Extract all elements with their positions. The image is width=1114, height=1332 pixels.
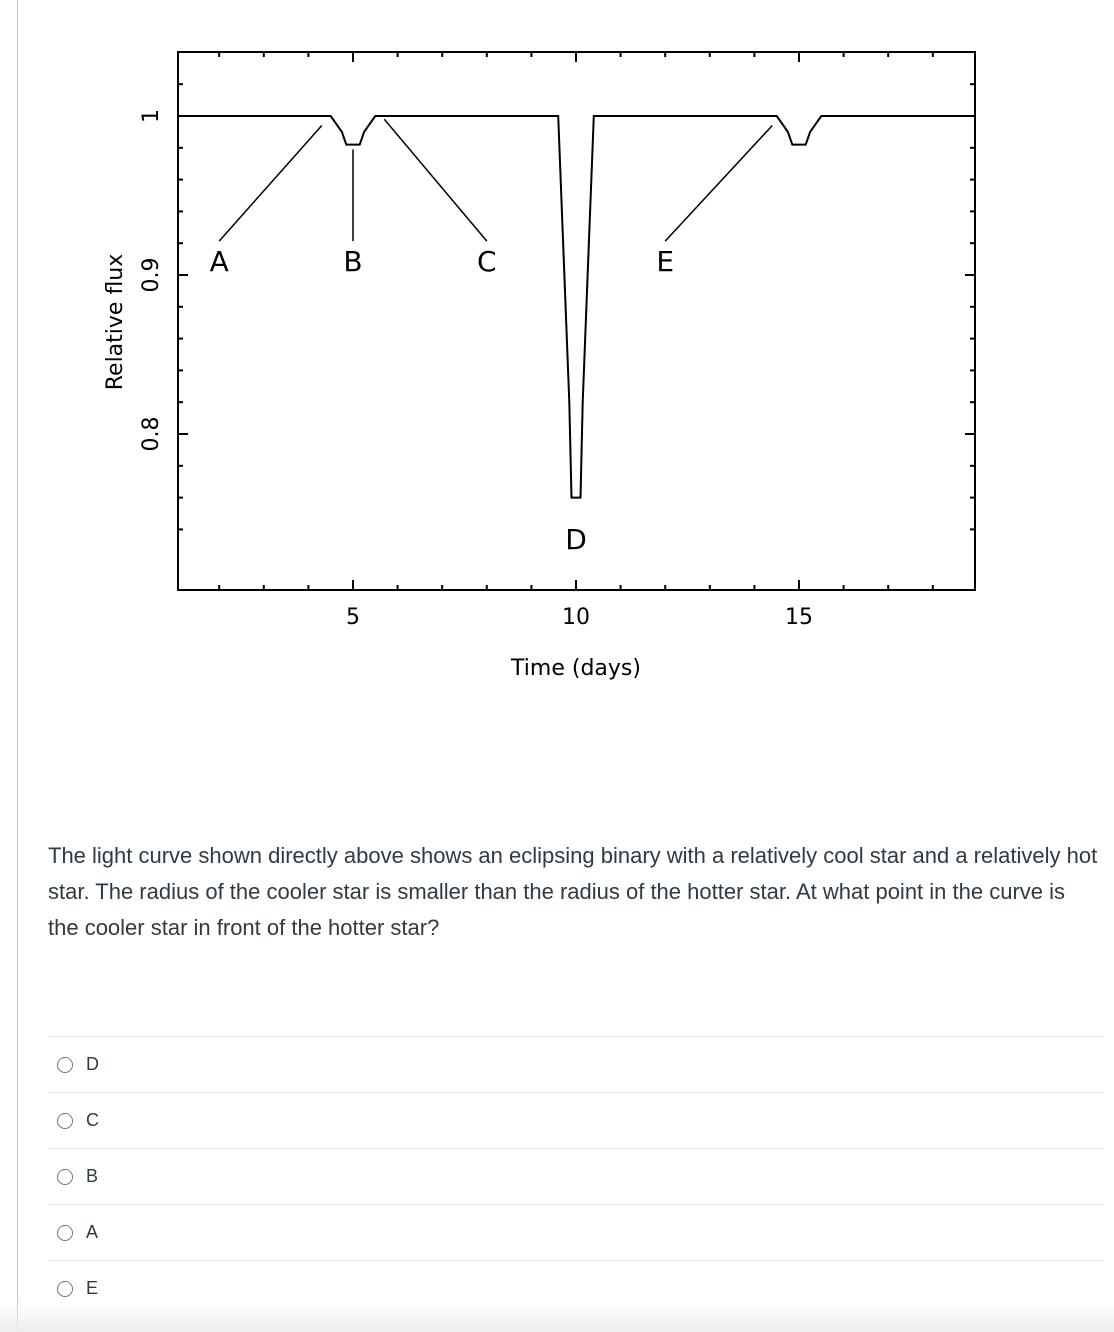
plot-frame xyxy=(178,52,975,590)
question-text: The light curve shown directly above shows an eclipsing binary with a relatively cool star and a relatively hot star. The radius of the cooler star is smaller than the radius of the hotter star. At what point in the curve is the cooler star in front of the hotter star? xyxy=(48,843,1098,940)
answer-list xyxy=(48,1036,1104,1316)
answer-label: D xyxy=(86,1054,99,1074)
x-tick-label: 15 xyxy=(785,605,813,630)
annotation-label-d: D xyxy=(565,523,587,556)
answer-label: B xyxy=(86,1166,99,1186)
light-curve-line xyxy=(188,116,973,498)
answer-option[interactable] xyxy=(48,1148,1104,1204)
y-tick-label: 0.9 xyxy=(139,257,164,293)
radio-button[interactable] xyxy=(57,1281,73,1297)
answer-label: A xyxy=(86,1222,99,1242)
annotation-label-a: A xyxy=(209,245,229,279)
answer-label: C xyxy=(86,1110,99,1130)
annotation-label-e: E xyxy=(656,245,675,279)
radio-button[interactable] xyxy=(57,1057,73,1073)
annotation-leader-line xyxy=(384,119,487,241)
answer-option[interactable] xyxy=(48,1204,1104,1260)
radio-button[interactable] xyxy=(57,1113,73,1129)
answer-label: E xyxy=(86,1278,99,1298)
radio-button[interactable] xyxy=(57,1225,73,1241)
answer-option[interactable] xyxy=(48,1260,1104,1316)
y-tick-label: 1 xyxy=(139,109,164,123)
answer-option[interactable] xyxy=(48,1036,1104,1092)
annotation-label-c: C xyxy=(477,245,497,279)
y-axis-label: Relative flux xyxy=(103,253,128,391)
answer-option[interactable] xyxy=(48,1092,1104,1148)
y-tick-label: 0.8 xyxy=(139,416,164,452)
annotation-leader-line xyxy=(219,126,322,242)
annotation-label-b: B xyxy=(343,245,363,279)
annotation-leader-line xyxy=(665,126,772,242)
x-tick-label: 5 xyxy=(346,605,360,630)
x-axis-label: Time (days) xyxy=(511,656,641,681)
radio-button[interactable] xyxy=(57,1169,73,1185)
x-tick-label: 10 xyxy=(562,605,590,630)
